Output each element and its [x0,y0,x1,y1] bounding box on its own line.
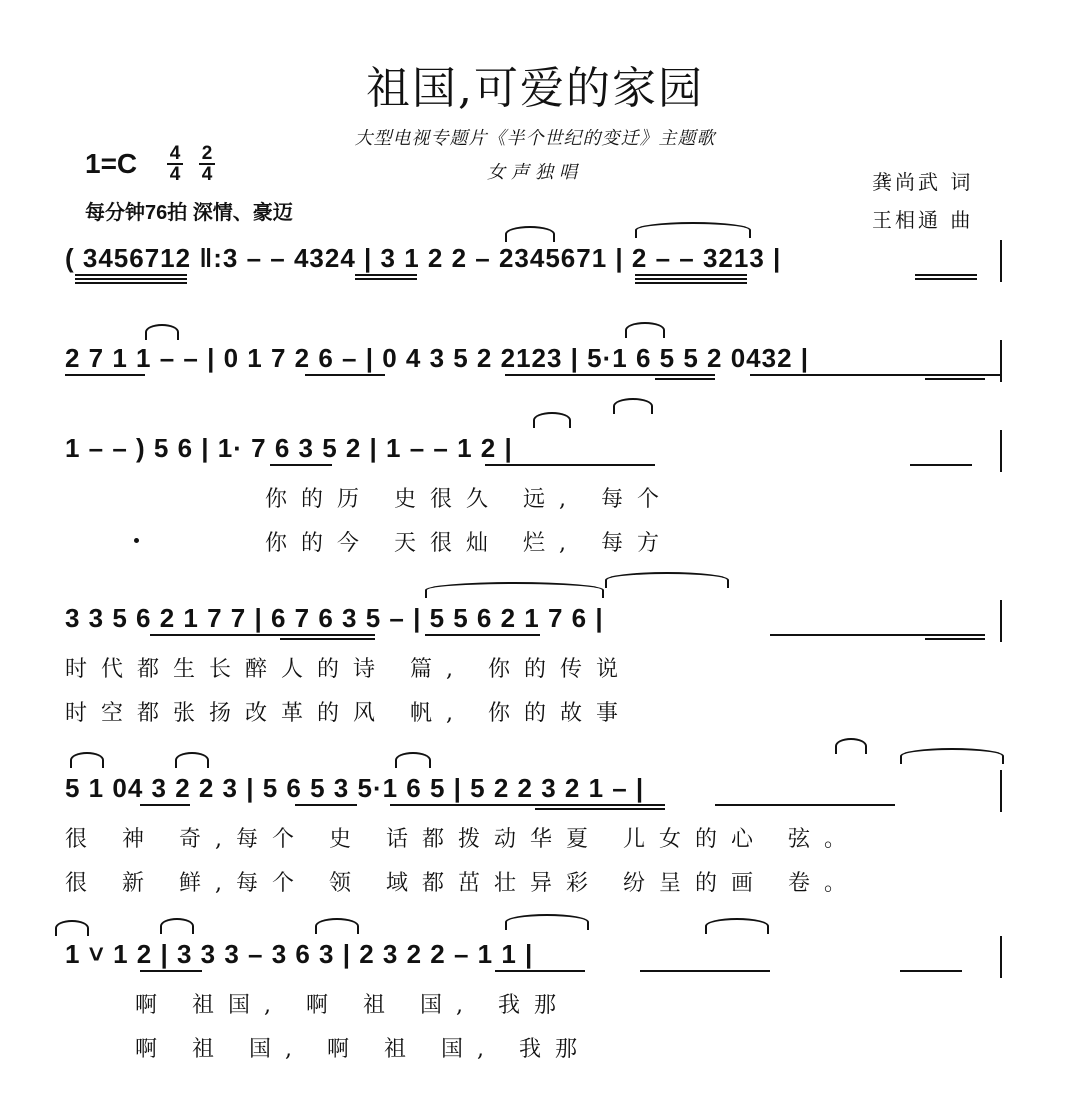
notation-line: 1 – – ) 5 6 | 1· 7 6 3 5 2 | 1 – – 1 2 | [65,433,513,463]
performance-type: 女声独唱 [487,162,583,183]
time-signature-2 [198,144,216,184]
stray-dot [134,538,139,543]
time-signature-2-bottom: 4 [201,164,213,185]
lyric-verse-1: 啊 祖国, 啊 祖 国, 我那 [135,993,570,1018]
time-signature-1 [166,144,184,184]
lyric-verse-2: 你的今 天很灿 烂, 每方 [265,531,673,556]
lyric-verse-1: 你的历 史很久 远, 每个 [265,487,673,512]
time-signature-2-top: 2 [201,143,213,164]
staff-system-6 [65,934,1005,994]
notation-line: 3 3 5 6 2 1 7 7 | 6 7 6 3 5 – | 5 5 6 2 1 7 6 | [65,603,604,633]
lyric-verse-2: 时空都张扬改革的风 帆, 你的故事 [65,701,632,726]
lyricist-credit: 龚尚武 词 [872,170,974,194]
song-subtitle: 大型电视专题片《半个世纪的变迁》主题歌 [354,128,716,149]
song-title: 祖国,可爱的家园 [366,63,704,114]
lyric-verse-1: 时代都生长醉人的诗 篇, 你的传说 [65,657,632,682]
notation-line: 1 ˅ 1 2 | 3 3 3 – 3 6 3 | 2 3 2 2 – 1 1 | [65,939,534,969]
staff-system-1 [65,238,1005,298]
key-signature: 1=C [85,148,138,179]
tempo-marking: 每分钟76拍 深情、豪迈 [85,202,293,224]
staff-system-5 [65,768,1005,828]
staff-system-3 [65,428,1005,488]
composer-credit: 王相通 曲 [872,208,974,232]
notation-line: 5 1 04 3 2 2 3 | 5 6 5 3 5·1 6 5 | 5 2 2 3 2 1 – | [65,773,645,803]
lyric-verse-2: 很 新 鲜,每个 领 域都茁壮异彩 纷呈的画 卷。 [65,871,860,896]
time-signature-1-top: 4 [169,143,181,164]
notation-line: 2 7 1 1 – – | 0 1 7 2 6 – | 0 4 3 5 2 2123 | 5·1 6 5 5 2 0432 | [65,343,810,373]
lyric-verse-1: 很 神 奇,每个 史 话都拨动华夏 儿女的心 弦。 [65,827,860,852]
staff-system-2 [65,338,1005,398]
lyric-verse-2: 啊 祖 国, 啊 祖 国, 我那 [135,1037,591,1062]
time-signature-1-bottom: 4 [169,164,181,185]
notation-line: ( 3456712 ‖:3 – – 4324 | 3 1 2 2 – 2345671 | 2 – – 3213 | [65,243,782,273]
staff-system-4 [65,598,1005,658]
